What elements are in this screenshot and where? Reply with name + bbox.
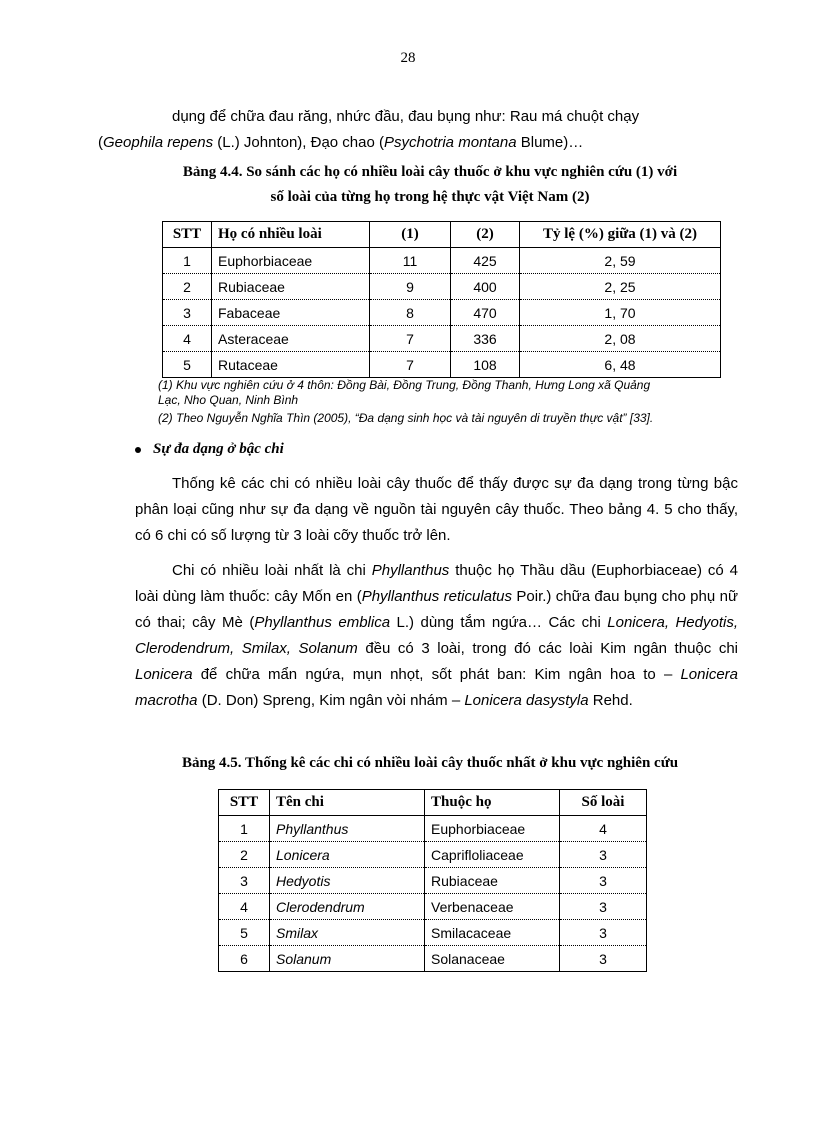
- cell-family: Smilacaceae: [425, 920, 560, 946]
- table45-header-count: Số loài: [560, 790, 647, 816]
- note1-line2: Lạc, Nho Quan, Ninh Bình: [158, 393, 299, 407]
- cell-stt: 2: [219, 842, 270, 868]
- table-row: [163, 326, 721, 352]
- cell-ratio: 1, 70: [520, 300, 721, 326]
- cell-col2: 425: [451, 248, 520, 274]
- cell-ratio: 2, 59: [520, 248, 721, 274]
- table44-caption-line2: số loài của từng họ trong hệ thực vật Việt Nam (2): [270, 189, 590, 205]
- species-phyllanthus-emblica: Phyllanthus emblica: [254, 614, 391, 631]
- cell-family: Fabaceae: [212, 300, 370, 326]
- cell-stt: 2: [163, 274, 212, 300]
- table-row: [163, 300, 721, 326]
- table-row: [219, 946, 647, 972]
- table45-header-genus: Tên chi: [270, 790, 425, 816]
- cell-stt: 1: [163, 248, 212, 274]
- table-row: [163, 352, 721, 378]
- table-4-4: [162, 221, 721, 378]
- cell-col2: 336: [451, 326, 520, 352]
- cell-count: 3: [560, 842, 647, 868]
- cell-family: Solanaceae: [425, 946, 560, 972]
- cell-col2: 470: [451, 300, 520, 326]
- species-geophila: Geophila repens: [103, 134, 214, 151]
- cell-family: Rubiaceae: [212, 274, 370, 300]
- paragraph-genus-detail: Chi có nhiều loài nhất là chi Phyllanthus thuộc họ Thầu dầu (Euphorbiaceae) có 4 loài dùng làm thuốc: cây Mốn en (Phyllanthus reticulatus Poir.) chữa đau bụng cho phụ nữ có thai; cây Mè (Phyllanthus emblica L.) dùng tắm ngứa… Các chi Lonicera, Hedyotis, Clerodendrum, Smilax, Solanum đều có 3 loài, trong đó các loài Kim ngân thuộc chi Lonicera để chữa mẩn ngứa, mụn nhọt, sốt phát ban: Kim ngân hoa to – Lonicera macrotha (D. Don) Spreng, Kim ngân vòi nhám – Lonicera dasystyla Rehd.: [135, 562, 739, 709]
- cell-col1: 7: [370, 326, 451, 352]
- cell-col1: 7: [370, 352, 451, 378]
- table44-note-1: [158, 378, 758, 408]
- cell-ratio: 2, 25: [520, 274, 721, 300]
- table44-header-row: [163, 222, 721, 248]
- table-row: [163, 248, 721, 274]
- cell-stt: 5: [219, 920, 270, 946]
- cell-stt: 3: [219, 868, 270, 894]
- table45-header-stt: STT: [219, 790, 270, 816]
- species-lonicera-dasystyla: Lonicera dasystyla: [464, 692, 589, 709]
- table44-note-2: (2) Theo Nguyễn Nghĩa Thìn (2005), “Đa dạng sinh học và tài nguyên di truyền thực vật” [33].: [158, 411, 654, 425]
- intro-line1: dụng để chữa đau răng, nhức đầu, đau bụng như: Rau má chuột chạy: [172, 108, 640, 125]
- cell-family: Euphorbiaceae: [425, 816, 560, 842]
- cell-genus: Lonicera: [270, 842, 425, 868]
- table-row: [219, 920, 647, 946]
- cell-col2: 400: [451, 274, 520, 300]
- cell-count: 3: [560, 920, 647, 946]
- cell-count: 3: [560, 946, 647, 972]
- table44-header-col2: (2): [451, 222, 520, 248]
- section-heading-text: Sự đa dạng ở bậc chi: [153, 441, 284, 457]
- cell-family: Rubiaceae: [425, 868, 560, 894]
- table44-header-ratio: Tỷ lệ (%) giữa (1) và (2): [520, 222, 721, 248]
- cell-genus: Phyllanthus: [270, 816, 425, 842]
- cell-family: Rutaceae: [212, 352, 370, 378]
- table45-header-family: Thuộc họ: [425, 790, 560, 816]
- cell-family: Euphorbiaceae: [212, 248, 370, 274]
- cell-count: 4: [560, 816, 647, 842]
- table-row: [219, 816, 647, 842]
- cell-family: Caprifloliaceae: [425, 842, 560, 868]
- genus-list: Lonicera, Hedyotis, Clerodendrum, Smilax, Solanum: [135, 614, 739, 657]
- intro-paragraph: [98, 104, 738, 156]
- cell-col1: 8: [370, 300, 451, 326]
- bullet-icon: [135, 447, 141, 453]
- table45-header-row: [219, 790, 647, 816]
- cell-col2: 108: [451, 352, 520, 378]
- species-psychotria: Psychotria montana: [384, 134, 517, 151]
- cell-genus: Smilax: [270, 920, 425, 946]
- cell-count: 3: [560, 894, 647, 920]
- table-row: [219, 842, 647, 868]
- genus-lonicera: Lonicera: [135, 666, 193, 683]
- cell-family: Verbenaceae: [425, 894, 560, 920]
- table44-caption: [120, 160, 740, 210]
- paragraph-genus-intro: Thống kê các chi có nhiều loài cây thuốc để thấy được sự đa dạng trong từng bậc phân loại cũng như sự đa dạng về nguồn tài nguyên cây thuốc. Theo bảng 4. 5 cho thấy, có 6 chi có số lượng từ 3 loài cỡy thuốc trở lên.: [135, 475, 738, 544]
- cell-stt: 3: [163, 300, 212, 326]
- cell-col1: 11: [370, 248, 451, 274]
- genus-phyllanthus: Phyllanthus: [371, 562, 450, 579]
- table44-header-col1: (1): [370, 222, 451, 248]
- cell-col1: 9: [370, 274, 451, 300]
- intro-line2: (Geophila repens (L.) Johnton), Đạo chao (Psychotria montana Blume)…: [98, 134, 584, 151]
- cell-stt: 4: [219, 894, 270, 920]
- cell-count: 3: [560, 868, 647, 894]
- table-4-5: [218, 789, 647, 972]
- table-row: [219, 868, 647, 894]
- cell-genus: Solanum: [270, 946, 425, 972]
- cell-ratio: 2, 08: [520, 326, 721, 352]
- cell-stt: 6: [219, 946, 270, 972]
- note1-line1: (1) Khu vực nghiên cứu ở 4 thôn: Đồng Bài, Đồng Trung, Đồng Thanh, Hưng Long xã Quảng: [158, 378, 651, 392]
- table45-caption: Bảng 4.5. Thống kê các chi có nhiều loài cây thuốc nhất ở khu vực nghiên cứu: [181, 755, 679, 771]
- section-heading: [135, 441, 284, 458]
- cell-genus: Hedyotis: [270, 868, 425, 894]
- cell-stt: 5: [163, 352, 212, 378]
- table44-header-family: Họ có nhiều loài: [212, 222, 370, 248]
- cell-genus: Clerodendrum: [270, 894, 425, 920]
- species-lonicera-macrotha: Lonicera macrotha: [135, 666, 738, 709]
- species-phyllanthus-reticulatus: Phyllanthus reticulatus: [361, 588, 513, 605]
- page-number: 28: [400, 50, 416, 66]
- cell-ratio: 6, 48: [520, 352, 721, 378]
- table44-caption-line1: Bảng 4.4. So sánh các họ có nhiều loài cây thuốc ở khu vực nghiên cứu (1) với: [182, 164, 678, 180]
- table-row: [163, 274, 721, 300]
- cell-stt: 4: [163, 326, 212, 352]
- table-row: [219, 894, 647, 920]
- cell-stt: 1: [219, 816, 270, 842]
- cell-family: Asteraceae: [212, 326, 370, 352]
- table44-header-stt: STT: [163, 222, 212, 248]
